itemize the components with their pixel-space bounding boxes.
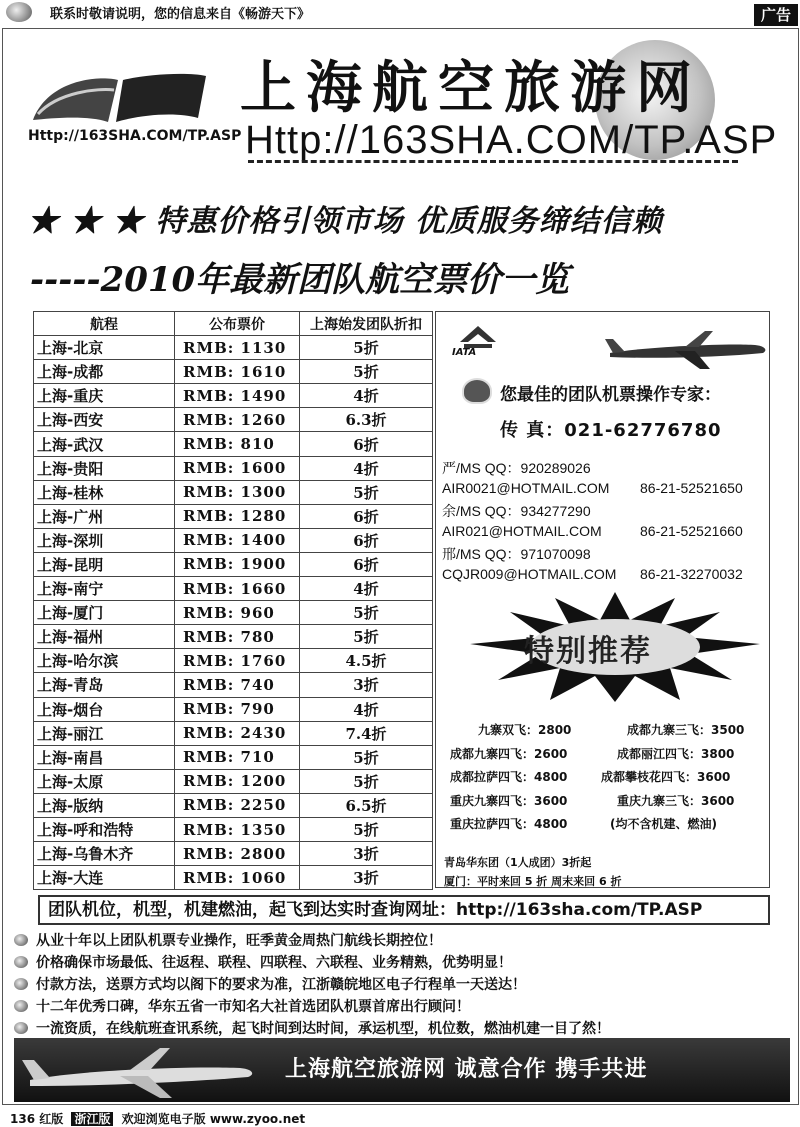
discount-cell: 6折 xyxy=(300,504,433,528)
discount-cell: 5折 xyxy=(300,769,433,793)
table-row xyxy=(34,866,433,890)
service-bullet xyxy=(14,1018,610,1038)
route-cell: 上海-呼和浩特 xyxy=(34,817,175,841)
recommend-item: (均不含机建、燃油) xyxy=(610,817,717,831)
contact-id[interactable]: CQJR009@HOTMAIL.COM xyxy=(442,565,617,582)
bullet-icon xyxy=(14,978,28,990)
table-row xyxy=(34,408,433,432)
price-cell: RMB: 740 xyxy=(175,673,300,697)
page-footer xyxy=(10,1110,305,1127)
contact-phone: 86-21-32270032 xyxy=(640,565,743,582)
website-note[interactable]: 欢迎浏览电子版 www.zyoo.net xyxy=(121,1112,306,1126)
discount-cell: 4折 xyxy=(300,456,433,480)
bullet-icon xyxy=(14,1000,28,1012)
route-cell: 上海-厦门 xyxy=(34,601,175,625)
slogan: ★ ★ ★ 特惠价格引领市场 优质服务缔结信赖 xyxy=(28,204,663,239)
contact-id[interactable]: AIR021@HOTMAIL.COM xyxy=(442,522,602,539)
route-cell: 上海-武汉 xyxy=(34,432,175,456)
price-cell: RMB: 1660 xyxy=(175,577,300,601)
route-cell: 上海-福州 xyxy=(34,625,175,649)
price-cell: RMB: 2800 xyxy=(175,842,300,866)
bullet-text: 付款方法，送票方式均以阁下的要求为准，江浙赣皖地区电子行程单一天送达！ xyxy=(36,977,526,993)
tour-note: 青岛华东团（1人成团）3折起 xyxy=(444,856,592,869)
route-cell: 上海-丽江 xyxy=(34,721,175,745)
route-cell: 上海-版纳 xyxy=(34,793,175,817)
price-cell: RMB: 1060 xyxy=(175,866,300,890)
bullet-icon xyxy=(14,934,28,946)
route-cell: 上海-乌鲁木齐 xyxy=(34,842,175,866)
contact-line xyxy=(442,458,591,478)
contact-id[interactable]: 余/MS QQ：934277290 xyxy=(442,503,591,519)
discount-cell: 6.3折 xyxy=(300,408,433,432)
recommend-item: 九寨双飞：2800 xyxy=(478,723,572,737)
recommend-item: 成都九寨三飞：3500 xyxy=(627,723,745,737)
recommend-item: 成都攀枝花四飞：3600 xyxy=(601,770,731,784)
route-cell: 上海-南宁 xyxy=(34,577,175,601)
recommend-item: 成都丽江四飞：3800 xyxy=(617,746,735,761)
discount-cell: 6折 xyxy=(300,528,433,552)
table-row xyxy=(34,673,433,697)
route-cell: 上海-北京 xyxy=(34,336,175,360)
discount-cell: 5折 xyxy=(300,480,433,504)
table-row xyxy=(34,769,433,793)
table-row xyxy=(34,697,433,721)
price-cell: RMB: 1760 xyxy=(175,649,300,673)
col-discount: 上海始发团队折扣 xyxy=(300,312,433,336)
contact-line xyxy=(442,501,591,521)
discount-cell: 4折 xyxy=(300,384,433,408)
discount-cell: 6.5折 xyxy=(300,793,433,817)
recommend-item: 重庆九寨四飞：3600 xyxy=(450,793,568,808)
table-row xyxy=(34,360,433,384)
route-cell: 上海-成都 xyxy=(34,360,175,384)
ad-label: 广告 xyxy=(754,4,798,26)
bullet-icon xyxy=(14,956,28,968)
table-row xyxy=(34,793,433,817)
table-row xyxy=(34,721,433,745)
bullet-icon xyxy=(14,1022,28,1034)
source-notice: 联系时敬请说明，您的信息来自《畅游天下》 xyxy=(50,7,311,22)
magazine-logo-icon xyxy=(6,2,32,22)
table-row xyxy=(34,504,433,528)
bullet-text: 价格确保市场最低、往返程、联程、四联程、六联程、业务精熟，优势明显！ xyxy=(36,955,512,971)
discount-cell: 3折 xyxy=(300,673,433,697)
bullet-text: 十二年优秀口碑，华东五省一市知名大社首选团队机票首席出行顾问！ xyxy=(36,999,470,1015)
table-row xyxy=(34,577,433,601)
phone-icon xyxy=(462,378,492,404)
contact-line xyxy=(442,479,743,496)
page-heading: -----2010年最新团队航空票价一览 xyxy=(30,260,570,300)
price-cell: RMB: 1490 xyxy=(175,384,300,408)
route-cell: 上海-西安 xyxy=(34,408,175,432)
discount-cell: 4.5折 xyxy=(300,649,433,673)
contact-line xyxy=(442,522,743,539)
price-cell: RMB: 1260 xyxy=(175,408,300,432)
iata-label: IATA xyxy=(452,347,477,358)
discount-cell: 5折 xyxy=(300,745,433,769)
price-cell: RMB: 780 xyxy=(175,625,300,649)
site-url-small[interactable]: Http://163SHA.COM/TP.ASP xyxy=(28,128,242,144)
discount-cell: 6折 xyxy=(300,432,433,456)
route-cell: 上海-广州 xyxy=(34,504,175,528)
price-cell: RMB: 960 xyxy=(175,601,300,625)
airplane-icon xyxy=(605,325,770,375)
price-cell: RMB: 1400 xyxy=(175,528,300,552)
price-cell: RMB: 1350 xyxy=(175,817,300,841)
table-row xyxy=(34,432,433,456)
contact-id[interactable]: 严/MS QQ：920289026 xyxy=(442,460,591,476)
table-row xyxy=(34,480,433,504)
recommend-item: 重庆拉萨四飞：4800 xyxy=(450,817,568,831)
top-bar xyxy=(0,0,800,24)
site-url-large[interactable]: Http://163SHA.COM/TP.ASP xyxy=(245,118,778,162)
table-row xyxy=(34,625,433,649)
route-cell: 上海-贵阳 xyxy=(34,456,175,480)
contact-phone: 86-21-52521650 xyxy=(640,479,743,496)
region-label: 浙江版 xyxy=(71,1112,113,1126)
table-row xyxy=(34,601,433,625)
route-cell: 上海-烟台 xyxy=(34,697,175,721)
bullet-text: 从业十年以上团队机票专业操作，旺季黄金周热门航线长期控位！ xyxy=(36,933,442,949)
site-title: 上海航空旅游网 xyxy=(240,55,702,121)
service-bullet xyxy=(14,996,470,1016)
discount-cell: 6折 xyxy=(300,552,433,576)
price-cell: RMB: 1280 xyxy=(175,504,300,528)
fare-table-body xyxy=(34,336,433,890)
service-bullet xyxy=(14,974,526,994)
col-route: 航程 xyxy=(34,312,175,336)
footer-slogan: 上海航空旅游网 诚意合作 携手共进 xyxy=(285,1057,648,1082)
bullet-text: 一流资质，在线航班查讯系统，起飞时间到达时间，承运机型，机位数，燃油机建一目了然！ xyxy=(36,1021,610,1037)
price-cell: RMB: 790 xyxy=(175,697,300,721)
edition-label: 红版 xyxy=(39,1112,64,1126)
contact-phone: 86-21-52521660 xyxy=(640,522,743,539)
discount-cell: 7.4折 xyxy=(300,721,433,745)
price-cell: RMB: 2250 xyxy=(175,793,300,817)
discount-cell: 5折 xyxy=(300,360,433,384)
fare-table xyxy=(33,311,433,890)
expert-tagline: 您最佳的团队机票操作专家： xyxy=(500,385,721,405)
table-row xyxy=(34,842,433,866)
price-cell: RMB: 2430 xyxy=(175,721,300,745)
swoosh-logo-icon xyxy=(28,70,208,128)
page-number: 136 xyxy=(10,1112,36,1126)
route-cell: 上海-昆明 xyxy=(34,552,175,576)
recommend-item: 重庆九寨三飞：3600 xyxy=(617,793,735,808)
price-cell: RMB: 1610 xyxy=(175,360,300,384)
discount-cell: 5折 xyxy=(300,601,433,625)
price-cell: RMB: 1130 xyxy=(175,336,300,360)
fare-table-header xyxy=(34,312,433,336)
table-row xyxy=(34,528,433,552)
discount-cell: 5折 xyxy=(300,625,433,649)
discount-cell: 5折 xyxy=(300,817,433,841)
table-row xyxy=(34,384,433,408)
price-cell: RMB: 1600 xyxy=(175,456,300,480)
url-underline xyxy=(248,160,738,163)
special-recommend-title: 特别推荐 xyxy=(524,634,652,669)
table-row xyxy=(34,817,433,841)
discount-cell: 3折 xyxy=(300,866,433,890)
contact-id[interactable]: AIR0021@HOTMAIL.COM xyxy=(442,479,610,496)
route-cell: 上海-桂林 xyxy=(34,480,175,504)
price-cell: RMB: 710 xyxy=(175,745,300,769)
route-cell: 上海-太原 xyxy=(34,769,175,793)
discount-cell: 3折 xyxy=(300,842,433,866)
discount-cell: 4折 xyxy=(300,697,433,721)
recommend-item: 成都拉萨四飞：4800 xyxy=(450,770,568,784)
contact-line xyxy=(442,544,591,564)
route-cell: 上海-重庆 xyxy=(34,384,175,408)
discount-cell: 4折 xyxy=(300,577,433,601)
table-row xyxy=(34,456,433,480)
recommend-item: 成都九寨四飞：2600 xyxy=(450,746,568,761)
table-row xyxy=(34,336,433,360)
price-cell: RMB: 1900 xyxy=(175,552,300,576)
fax-number: 传 真：021-62776780 xyxy=(500,420,722,441)
price-cell: RMB: 810 xyxy=(175,432,300,456)
route-cell: 上海-哈尔滨 xyxy=(34,649,175,673)
service-bullet xyxy=(14,930,442,950)
price-cell: RMB: 1200 xyxy=(175,769,300,793)
route-cell: 上海-南昌 xyxy=(34,745,175,769)
route-cell: 上海-深圳 xyxy=(34,528,175,552)
route-cell: 上海-大连 xyxy=(34,866,175,890)
table-row xyxy=(34,745,433,769)
query-url-bar[interactable]: 团队机位，机型，机建燃油，起飞到达实时查询网址：http://163sha.com/TP.ASP xyxy=(38,895,770,925)
footer-airplane-icon xyxy=(20,1040,260,1100)
route-cell: 上海-青岛 xyxy=(34,673,175,697)
discount-cell: 5折 xyxy=(300,336,433,360)
price-cell: RMB: 1300 xyxy=(175,480,300,504)
contact-id[interactable]: 邢/MS QQ：971070098 xyxy=(442,546,591,562)
contact-line xyxy=(442,565,743,582)
table-row xyxy=(34,649,433,673)
col-price: 公布票价 xyxy=(175,312,300,336)
service-bullet xyxy=(14,952,512,972)
table-row xyxy=(34,552,433,576)
tour-note: 厦门：平时来回 5 折 周末来回 6 折 xyxy=(444,875,622,888)
